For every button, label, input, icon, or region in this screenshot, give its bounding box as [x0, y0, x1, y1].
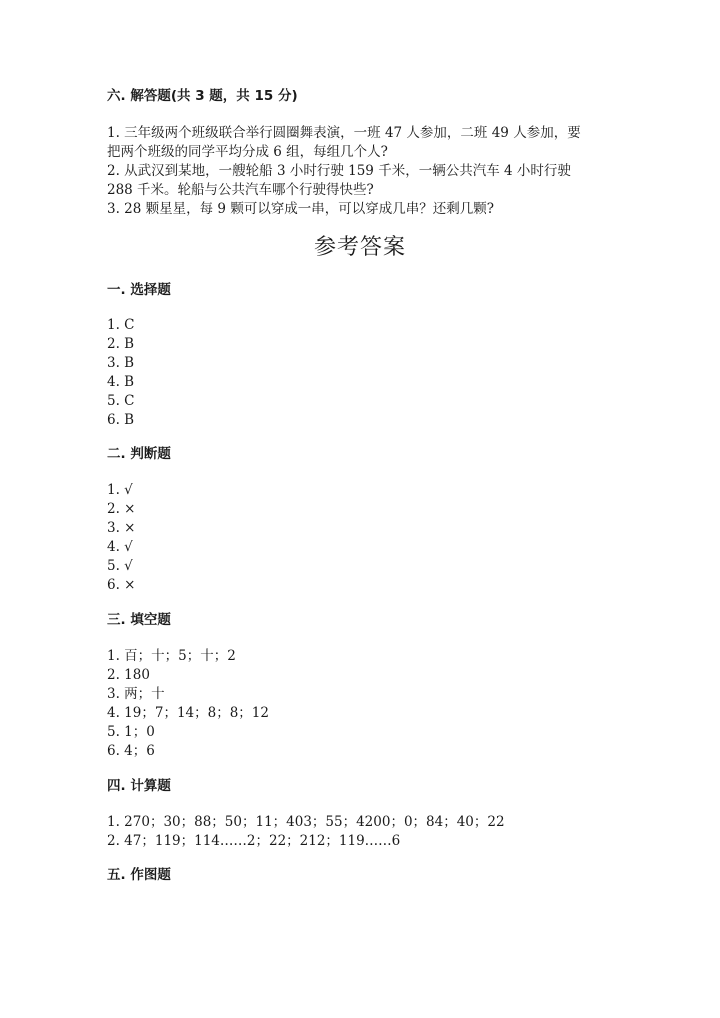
calc-answer: 2. 47；119；114……2；22；212；119……6 [107, 833, 401, 849]
problem-2-line-2: 288 千米。轮船与公共汽车哪个行驶得快些? [107, 182, 374, 198]
problem-1-line-1: 1. 三年级两个班级联合举行圆圈舞表演，一班 47 人参加，二班 49 人参加，要 [107, 125, 581, 141]
judge-answer: 6. × [107, 577, 136, 593]
calc-heading: 四. 计算题 [107, 778, 171, 794]
fill-heading: 三. 填空题 [107, 612, 171, 628]
judge-answer: 5. √ [107, 558, 133, 574]
choice-answer: 4. B [107, 374, 135, 390]
judge-heading: 二. 判断题 [107, 446, 171, 462]
fill-answer: 4. 19；7；14；8；8；12 [107, 705, 269, 721]
problem-1-line-2: 把两个班级的同学平均分成 6 组，每组几个人? [107, 144, 388, 160]
problem-2-line-1: 2. 从武汉到某地，一艘轮船 3 小时行驶 159 千米，一辆公共汽车 4 小时行驶 [107, 163, 571, 179]
calc-answer: 1. 270；30；88；50；11；403；55；4200；0；84；40；22 [107, 814, 505, 830]
judge-answer: 1. √ [107, 482, 133, 498]
choice-heading: 一. 选择题 [107, 282, 171, 298]
fill-answer: 5. 1；0 [107, 724, 155, 740]
choice-answer: 2. B [107, 336, 135, 352]
choice-answer: 5. C [107, 393, 135, 409]
answer-key-title: 参考答案 [313, 235, 406, 260]
fill-answer: 3. 两；十 [107, 686, 165, 702]
choice-answer: 3. B [107, 355, 135, 371]
fill-answer: 6. 4；6 [107, 743, 155, 759]
choice-answer: 1. C [107, 317, 135, 333]
draw-heading: 五. 作图题 [107, 867, 171, 883]
section-6-heading: 六. 解答题(共 3 题，共 15 分) [107, 88, 298, 104]
fill-answer: 1. 百；十；5；十；2 [107, 648, 236, 664]
problem-3-line: 3. 28 颗星星，每 9 颗可以穿成一串，可以穿成几串？还剩几颗? [107, 201, 495, 217]
judge-answer: 2. × [107, 501, 136, 517]
fill-answer: 2. 180 [107, 667, 150, 683]
judge-answer: 4. √ [107, 539, 133, 555]
choice-answer: 6. B [107, 412, 135, 428]
judge-answer: 3. × [107, 520, 136, 536]
